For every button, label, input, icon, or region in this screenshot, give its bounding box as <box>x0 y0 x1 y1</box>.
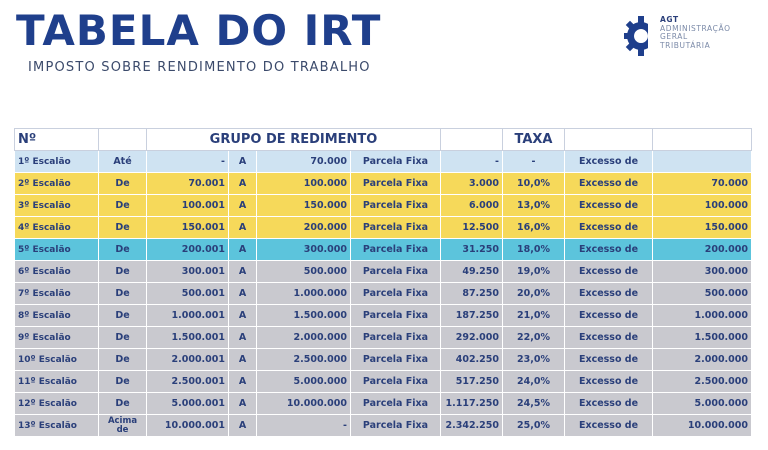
min-value-cell: 5.000.001 <box>147 393 229 415</box>
escalao-cell: 2º Escalão <box>15 173 99 195</box>
de-cell: De <box>99 239 147 261</box>
parcela-fixa-cell: 12.500 <box>441 217 503 239</box>
parcela-label-cell: Parcela Fixa <box>351 195 441 217</box>
excesso-value-cell: 2.500.000 <box>653 371 752 393</box>
parcela-fixa-cell: - <box>441 151 503 173</box>
table-row <box>15 327 752 349</box>
de-cell: Acima de <box>99 415 147 437</box>
escalao-cell: 7º Escalão <box>15 283 99 305</box>
a-cell: A <box>229 349 257 371</box>
table-row <box>15 195 752 217</box>
de-cell: De <box>99 283 147 305</box>
table-row <box>15 283 752 305</box>
parcela-fixa-cell: 402.250 <box>441 349 503 371</box>
taxa-cell: - <box>503 151 565 173</box>
taxa-cell: 16,0% <box>503 217 565 239</box>
max-value-cell: 1.000.000 <box>257 283 351 305</box>
parcela-label-cell: Parcela Fixa <box>351 327 441 349</box>
parcela-label-cell: Parcela Fixa <box>351 151 441 173</box>
excesso-label-cell: Excesso de <box>565 349 653 371</box>
a-cell: A <box>229 283 257 305</box>
min-value-cell: 150.001 <box>147 217 229 239</box>
excesso-label-cell: Excesso de <box>565 283 653 305</box>
table-body <box>15 129 752 437</box>
table-row <box>15 349 752 371</box>
excesso-label-cell: Excesso de <box>565 151 653 173</box>
de-cell: Até <box>99 151 147 173</box>
taxa-cell: 13,0% <box>503 195 565 217</box>
page-title: TABELA DO IRT <box>16 6 382 55</box>
min-value-cell: 1.500.001 <box>147 327 229 349</box>
a-cell: A <box>229 173 257 195</box>
max-value-cell: 200.000 <box>257 217 351 239</box>
excesso-value-cell: 1.500.000 <box>653 327 752 349</box>
header-empty-4 <box>653 129 752 151</box>
table-row <box>15 151 752 173</box>
logo-line-2: GERAL <box>660 32 688 41</box>
escalao-cell: 8º Escalão <box>15 305 99 327</box>
min-value-cell: - <box>147 151 229 173</box>
table-row <box>15 393 752 415</box>
logo-text <box>660 16 731 50</box>
parcela-label-cell: Parcela Fixa <box>351 261 441 283</box>
logo-abbr: AGT <box>660 15 679 24</box>
taxa-cell: 24,5% <box>503 393 565 415</box>
excesso-value-cell: 10.000.000 <box>653 415 752 437</box>
max-value-cell: 1.500.000 <box>257 305 351 327</box>
a-cell: A <box>229 151 257 173</box>
escalao-cell: 4º Escalão <box>15 217 99 239</box>
min-value-cell: 200.001 <box>147 239 229 261</box>
excesso-value-cell <box>653 151 752 173</box>
parcela-label-cell: Parcela Fixa <box>351 371 441 393</box>
excesso-label-cell: Excesso de <box>565 217 653 239</box>
header-taxa: TAXA <box>503 129 565 151</box>
excesso-value-cell: 500.000 <box>653 283 752 305</box>
excesso-label-cell: Excesso de <box>565 195 653 217</box>
excesso-value-cell: 150.000 <box>653 217 752 239</box>
a-cell: A <box>229 195 257 217</box>
parcela-label-cell: Parcela Fixa <box>351 217 441 239</box>
excesso-label-cell: Excesso de <box>565 305 653 327</box>
table-row <box>15 173 752 195</box>
parcela-fixa-cell: 517.250 <box>441 371 503 393</box>
parcela-fixa-cell: 292.000 <box>441 327 503 349</box>
header-empty-1 <box>99 129 147 151</box>
excesso-value-cell: 2.000.000 <box>653 349 752 371</box>
excesso-value-cell: 1.000.000 <box>653 305 752 327</box>
agt-logo <box>624 14 764 62</box>
max-value-cell: 100.000 <box>257 173 351 195</box>
header-empty-3 <box>565 129 653 151</box>
de-cell: De <box>99 327 147 349</box>
max-value-cell: 500.000 <box>257 261 351 283</box>
taxa-cell: 21,0% <box>503 305 565 327</box>
parcela-label-cell: Parcela Fixa <box>351 283 441 305</box>
de-cell: De <box>99 305 147 327</box>
taxa-cell: 23,0% <box>503 349 565 371</box>
header-empty-2 <box>441 129 503 151</box>
parcela-fixa-cell: 2.342.250 <box>441 415 503 437</box>
escalao-cell: 12º Escalão <box>15 393 99 415</box>
taxa-cell: 18,0% <box>503 239 565 261</box>
excesso-label-cell: Excesso de <box>565 393 653 415</box>
max-value-cell: 10.000.000 <box>257 393 351 415</box>
parcela-label-cell: Parcela Fixa <box>351 349 441 371</box>
table-row <box>15 217 752 239</box>
min-value-cell: 300.001 <box>147 261 229 283</box>
de-cell: De <box>99 371 147 393</box>
de-cell: De <box>99 393 147 415</box>
table-row <box>15 371 752 393</box>
excesso-label-cell: Excesso de <box>565 239 653 261</box>
excesso-label-cell: Excesso de <box>565 173 653 195</box>
excesso-value-cell: 200.000 <box>653 239 752 261</box>
de-cell: De <box>99 217 147 239</box>
escalao-cell: 13º Escalão <box>15 415 99 437</box>
parcela-label-cell: Parcela Fixa <box>351 393 441 415</box>
parcela-label-cell: Parcela Fixa <box>351 173 441 195</box>
excesso-value-cell: 300.000 <box>653 261 752 283</box>
excesso-label-cell: Excesso de <box>565 327 653 349</box>
max-value-cell: 5.000.000 <box>257 371 351 393</box>
table-row <box>15 261 752 283</box>
a-cell: A <box>229 305 257 327</box>
table-row <box>15 305 752 327</box>
de-cell: De <box>99 261 147 283</box>
excesso-label-cell: Excesso de <box>565 371 653 393</box>
excesso-label-cell: Excesso de <box>565 261 653 283</box>
excesso-value-cell: 100.000 <box>653 195 752 217</box>
taxa-cell: 10,0% <box>503 173 565 195</box>
parcela-fixa-cell: 87.250 <box>441 283 503 305</box>
min-value-cell: 1.000.001 <box>147 305 229 327</box>
parcela-label-cell: Parcela Fixa <box>351 239 441 261</box>
min-value-cell: 70.001 <box>147 173 229 195</box>
min-value-cell: 2.500.001 <box>147 371 229 393</box>
taxa-cell: 24,0% <box>503 371 565 393</box>
min-value-cell: 2.000.001 <box>147 349 229 371</box>
min-value-cell: 100.001 <box>147 195 229 217</box>
a-cell: A <box>229 393 257 415</box>
table-row <box>15 415 752 437</box>
excesso-value-cell: 5.000.000 <box>653 393 752 415</box>
header-grupo: GRUPO DE REDIMENTO <box>147 129 441 151</box>
parcela-fixa-cell: 31.250 <box>441 239 503 261</box>
max-value-cell: 300.000 <box>257 239 351 261</box>
max-value-cell: 70.000 <box>257 151 351 173</box>
a-cell: A <box>229 371 257 393</box>
a-cell: A <box>229 415 257 437</box>
min-value-cell: 500.001 <box>147 283 229 305</box>
parcela-fixa-cell: 1.117.250 <box>441 393 503 415</box>
max-value-cell: 150.000 <box>257 195 351 217</box>
a-cell: A <box>229 327 257 349</box>
de-cell: De <box>99 173 147 195</box>
max-value-cell: 2.000.000 <box>257 327 351 349</box>
max-value-cell: 2.500.000 <box>257 349 351 371</box>
escalao-cell: 5º Escalão <box>15 239 99 261</box>
parcela-fixa-cell: 6.000 <box>441 195 503 217</box>
excesso-value-cell: 70.000 <box>653 173 752 195</box>
parcela-label-cell: Parcela Fixa <box>351 305 441 327</box>
a-cell: A <box>229 239 257 261</box>
max-value-cell: - <box>257 415 351 437</box>
escalao-cell: 6º Escalão <box>15 261 99 283</box>
gear-icon <box>624 16 658 56</box>
escalao-cell: 9º Escalão <box>15 327 99 349</box>
min-value-cell: 10.000.001 <box>147 415 229 437</box>
a-cell: A <box>229 261 257 283</box>
parcela-label-cell: Parcela Fixa <box>351 415 441 437</box>
page-subtitle: IMPOSTO SOBRE RENDIMENTO DO TRABALHO <box>28 60 371 75</box>
escalao-cell: 1º Escalão <box>15 151 99 173</box>
logo-line-1: ADMINISTRAÇÃO <box>660 23 731 33</box>
excesso-label-cell: Excesso de <box>565 415 653 437</box>
parcela-fixa-cell: 187.250 <box>441 305 503 327</box>
taxa-cell: 19,0% <box>503 261 565 283</box>
table-row <box>15 239 752 261</box>
escalao-cell: 10º Escalão <box>15 349 99 371</box>
escalao-cell: 11º Escalão <box>15 371 99 393</box>
taxa-cell: 25,0% <box>503 415 565 437</box>
irt-table <box>14 128 752 437</box>
parcela-fixa-cell: 49.250 <box>441 261 503 283</box>
a-cell: A <box>229 217 257 239</box>
taxa-cell: 20,0% <box>503 283 565 305</box>
header-no: Nº <box>15 129 99 151</box>
parcela-fixa-cell: 3.000 <box>441 173 503 195</box>
taxa-cell: 22,0% <box>503 327 565 349</box>
de-cell: De <box>99 349 147 371</box>
table-header-row <box>15 129 752 151</box>
logo-line-3: TRIBUTÁRIA <box>660 40 711 50</box>
de-cell: De <box>99 195 147 217</box>
escalao-cell: 3º Escalão <box>15 195 99 217</box>
